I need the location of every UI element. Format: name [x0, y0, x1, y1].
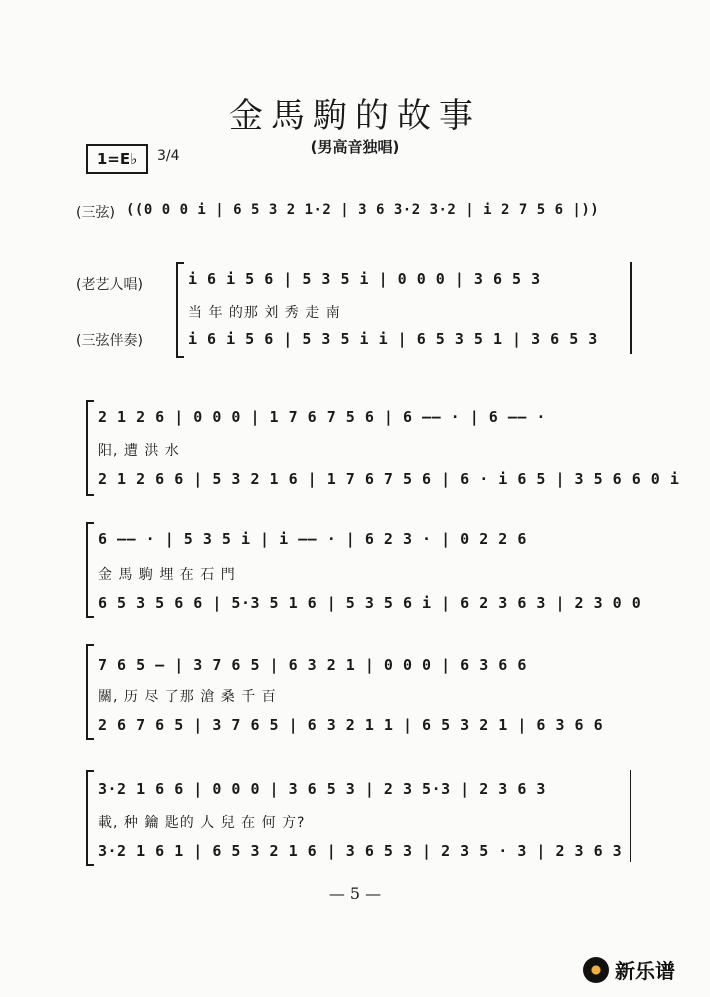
- system-2-accomp-notes: 2 1 2 6 6 | 5 3 2 1 6 | 1 7 6 7 5 6 | 6 · i 6 5 | 3 5 6 6 0 i: [98, 470, 680, 488]
- system-5-end-barline: [630, 770, 631, 862]
- system-2-lyrics: 阳, 遭 洪 水: [98, 443, 180, 459]
- system-1-accomp-label: (三弦伴奏): [76, 333, 143, 349]
- system-3-voice-notes: 6 —— · | 5 3 5 i | i —— · | 6 2 3 · | 0 2 2 6: [98, 530, 527, 548]
- key-signature: 1=E♭: [86, 144, 148, 174]
- system-5-brace: [86, 770, 94, 866]
- time-signature: 3/4: [157, 148, 180, 164]
- system-3-lyrics: 金 馬 駒 埋 在 石 門: [98, 567, 236, 583]
- page-number: — 5 —: [328, 884, 382, 903]
- system-1-voice-notes: i 6 i 5 6 | 5 3 5 i | 0 0 0 | 3 6 5 3: [188, 270, 541, 288]
- song-title: 金馬駒的故事: [229, 96, 481, 136]
- system-1-end-barline: [630, 262, 632, 354]
- system-4-voice-notes: 7 6 5 — | 3 7 6 5 | 6 3 2 1 | 0 0 0 | 6 3 6 6: [98, 656, 527, 674]
- intro-label: (三弦): [76, 205, 115, 221]
- system-4-brace: [86, 644, 94, 740]
- watermark: [583, 955, 675, 984]
- song-subtitle: (男高音独唱): [310, 138, 400, 156]
- system-3-accomp-notes: 6 5 3 5 6 6 | 5·3 5 1 6 | 5 3 5 6 i | 6 2 3 6 3 | 2 3 0 0: [98, 594, 642, 612]
- system-4-lyrics: 關, 历 尽 了那 滄 桑 千 百: [98, 689, 277, 705]
- system-2-brace: [86, 400, 94, 496]
- system-5-lyrics: 載, 种 鑰 匙的 人 兒 在 何 方?: [98, 815, 306, 831]
- system-1-voice-label: (老艺人唱): [76, 277, 143, 293]
- system-5-voice-notes: 3·2 1 6 6 | 0 0 0 | 3 6 5 3 | 2 3 5·3 | 2 3 6 3: [98, 780, 546, 798]
- system-1-lyrics: 当 年 的那 刘 秀 走 南: [188, 305, 341, 321]
- system-5-accomp-notes: 3·2 1 6 1 | 6 5 3 2 1 6 | 3 6 5 3 | 2 3 5 · 3 | 2 3 6 3: [98, 842, 623, 860]
- system-1-brace: [176, 262, 184, 358]
- system-3-brace: [86, 522, 94, 618]
- intro-notes: ((0 0 0 i | 6 5 3 2 1·2 | 3 6 3·2 3·2 | i 2 7 5 6 |)): [126, 202, 600, 218]
- watermark-text: 新乐谱: [615, 959, 675, 983]
- system-4-accomp-notes: 2 6 7 6 5 | 3 7 6 5 | 6 3 2 1 1 | 6 5 3 2 1 | 6 3 6 6: [98, 716, 604, 734]
- record-icon: [583, 957, 609, 983]
- system-1-accomp-notes: i 6 i 5 6 | 5 3 5 i i | 6 5 3 5 1 | 3 6 5 3: [188, 330, 598, 348]
- system-2-voice-notes: 2 1 2 6 | 0 0 0 | 1 7 6 7 5 6 | 6 —— · | 6 —— ·: [98, 408, 546, 426]
